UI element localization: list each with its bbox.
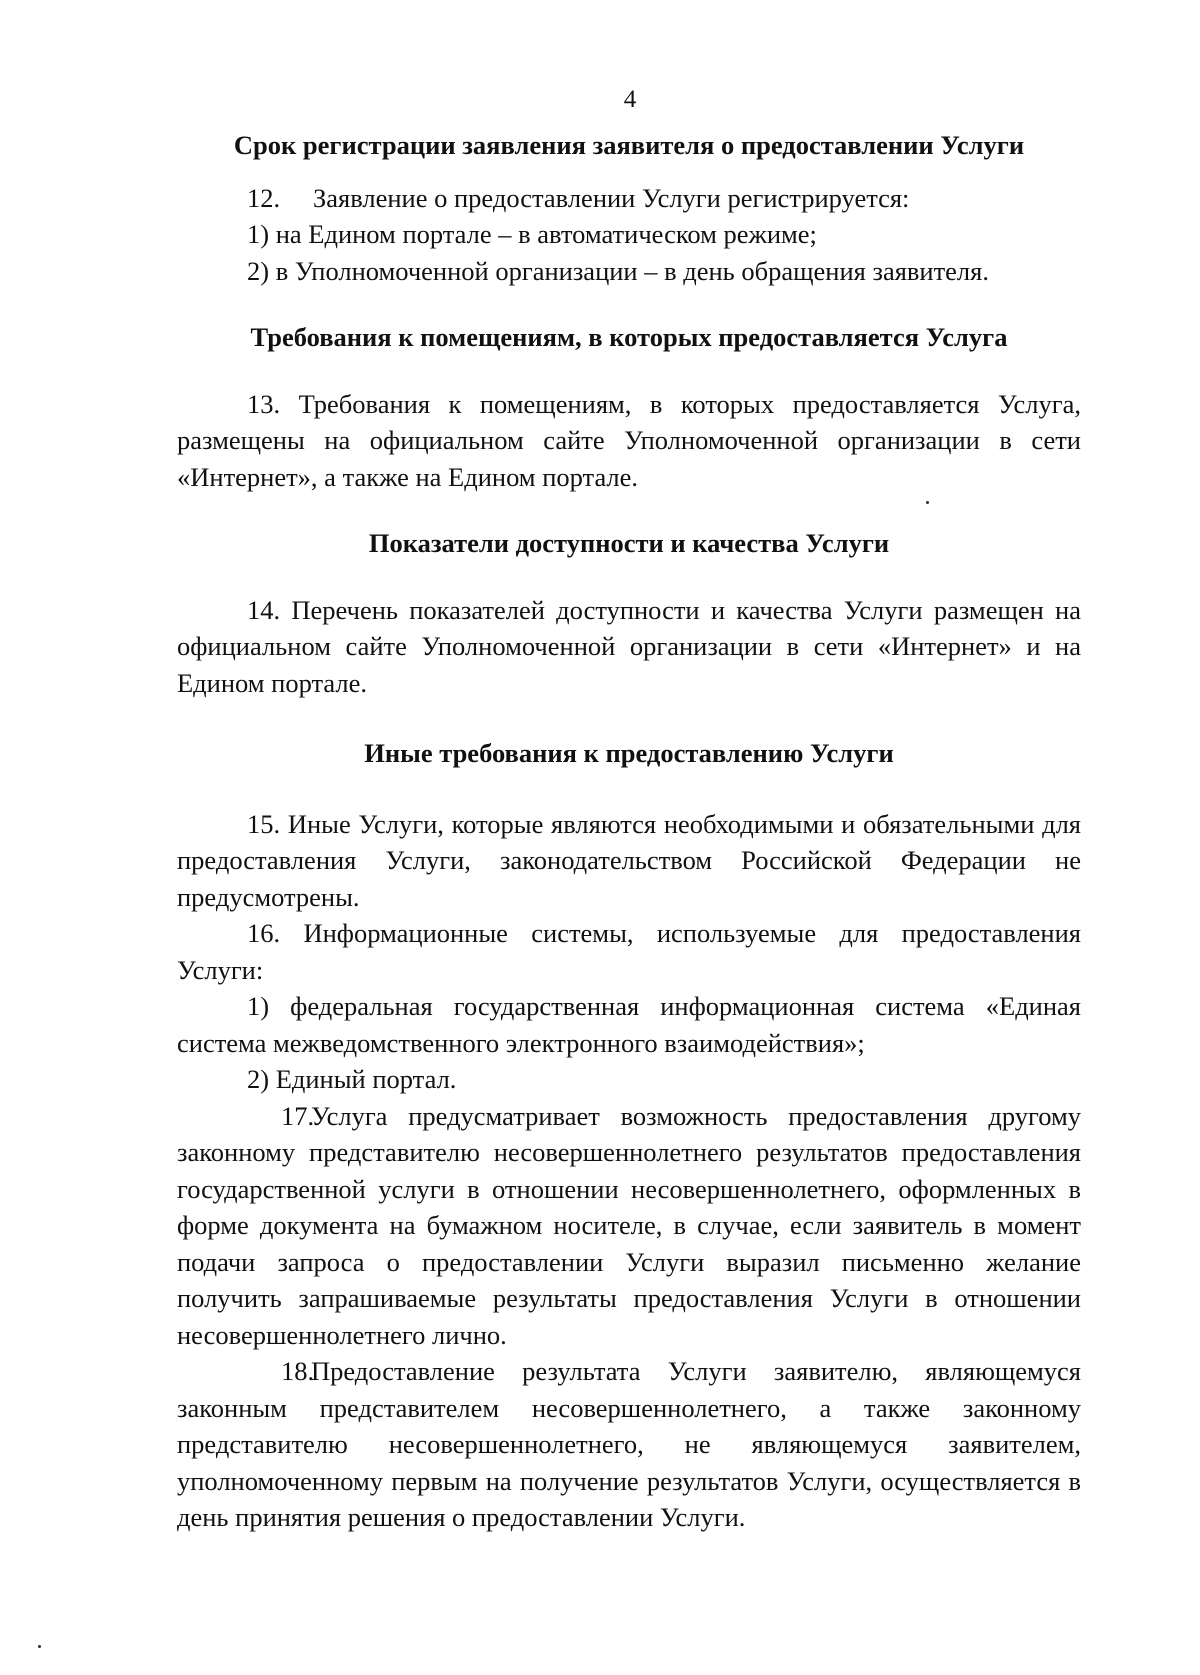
section-heading-registration: Срок регистрации заявления заявителя о предоставлении Услуги [233, 130, 1025, 160]
paragraph-18 [177, 1353, 1081, 1536]
section-heading-other-requirements: Иные требования к предоставлению Услуги [364, 738, 894, 768]
paragraph-16: 16. Информационные системы, используемые для предоставления Услуги: [177, 918, 1081, 985]
page-number: 4 [623, 86, 637, 113]
paragraph-12 [177, 180, 1081, 217]
section-heading-premises: Требования к помещениям, в которых предоставляется Услуга [250, 322, 1008, 352]
section-heading-availability: Показатели доступности и качества Услуги [368, 528, 890, 558]
list-item-16-2: 2) Единый портал. [247, 1064, 457, 1094]
item-number-17: 17. [281, 1100, 315, 1131]
document-body [177, 127, 1081, 1536]
item-text-17: Услуга предусматривает возможность предоставления другому законному представителю несовершеннолетнего результатов предоставления государственной услуги в отношении несовершеннолетнего, оформленных в форме документа на бумажном носителе, в случае, если заявитель в момент подачи запроса о предоставлении Услуги выразил письменно желание получить запрашиваемые результаты предоставления Услуги в отношении несовершеннолетнего лично. [177, 1100, 1081, 1350]
list-item-12-1: 1) на Едином портале – в автоматическом режиме; [247, 219, 817, 249]
list-item-16-1: 1) федеральная государственная информационная система «Единая система межведомственного электронного взаимодействия»; [177, 991, 1081, 1058]
list-item-12-2: 2) в Уполномоченной организации – в день обращения заявителя. [247, 255, 989, 286]
paragraph-14: 14. Перечень показателей доступности и качества Услуги размещен на официальном сайте Уполномоченной организации в сети «Интернет» и на Едином портале. [177, 594, 1081, 698]
item-text-18: Предоставление результата Услуги заявителю, являющемуся законным представителем несовершеннолетнего, а также законному представителю несовершеннолетнего, не являющемуся заявителем, уполномоченному первым на получение результатов Услуги, осуществляется в день принятия решения о предоставлении Услуги. [177, 1356, 1081, 1532]
paragraph-13: 13. Требования к помещениям, в которых предоставляется Услуга, размещены на официальном сайте Уполномоченной организации в сети «Интернет», а также на Едином портале. [177, 388, 1081, 492]
item-number-18: 18. [281, 1356, 315, 1386]
scan-speck [38, 1645, 41, 1648]
item-text-12: Заявление о предоставлении Услуги регистрируется: [313, 182, 910, 213]
paragraph-15: 15. Иные Услуги, которые являются необходимыми и обязательными для предоставления Услуги, законодательством Российской Федерации не предусмотрены. [177, 808, 1081, 912]
scan-speck [926, 501, 929, 504]
item-number-12: 12. [247, 182, 281, 213]
paragraph-17 [177, 1098, 1081, 1354]
